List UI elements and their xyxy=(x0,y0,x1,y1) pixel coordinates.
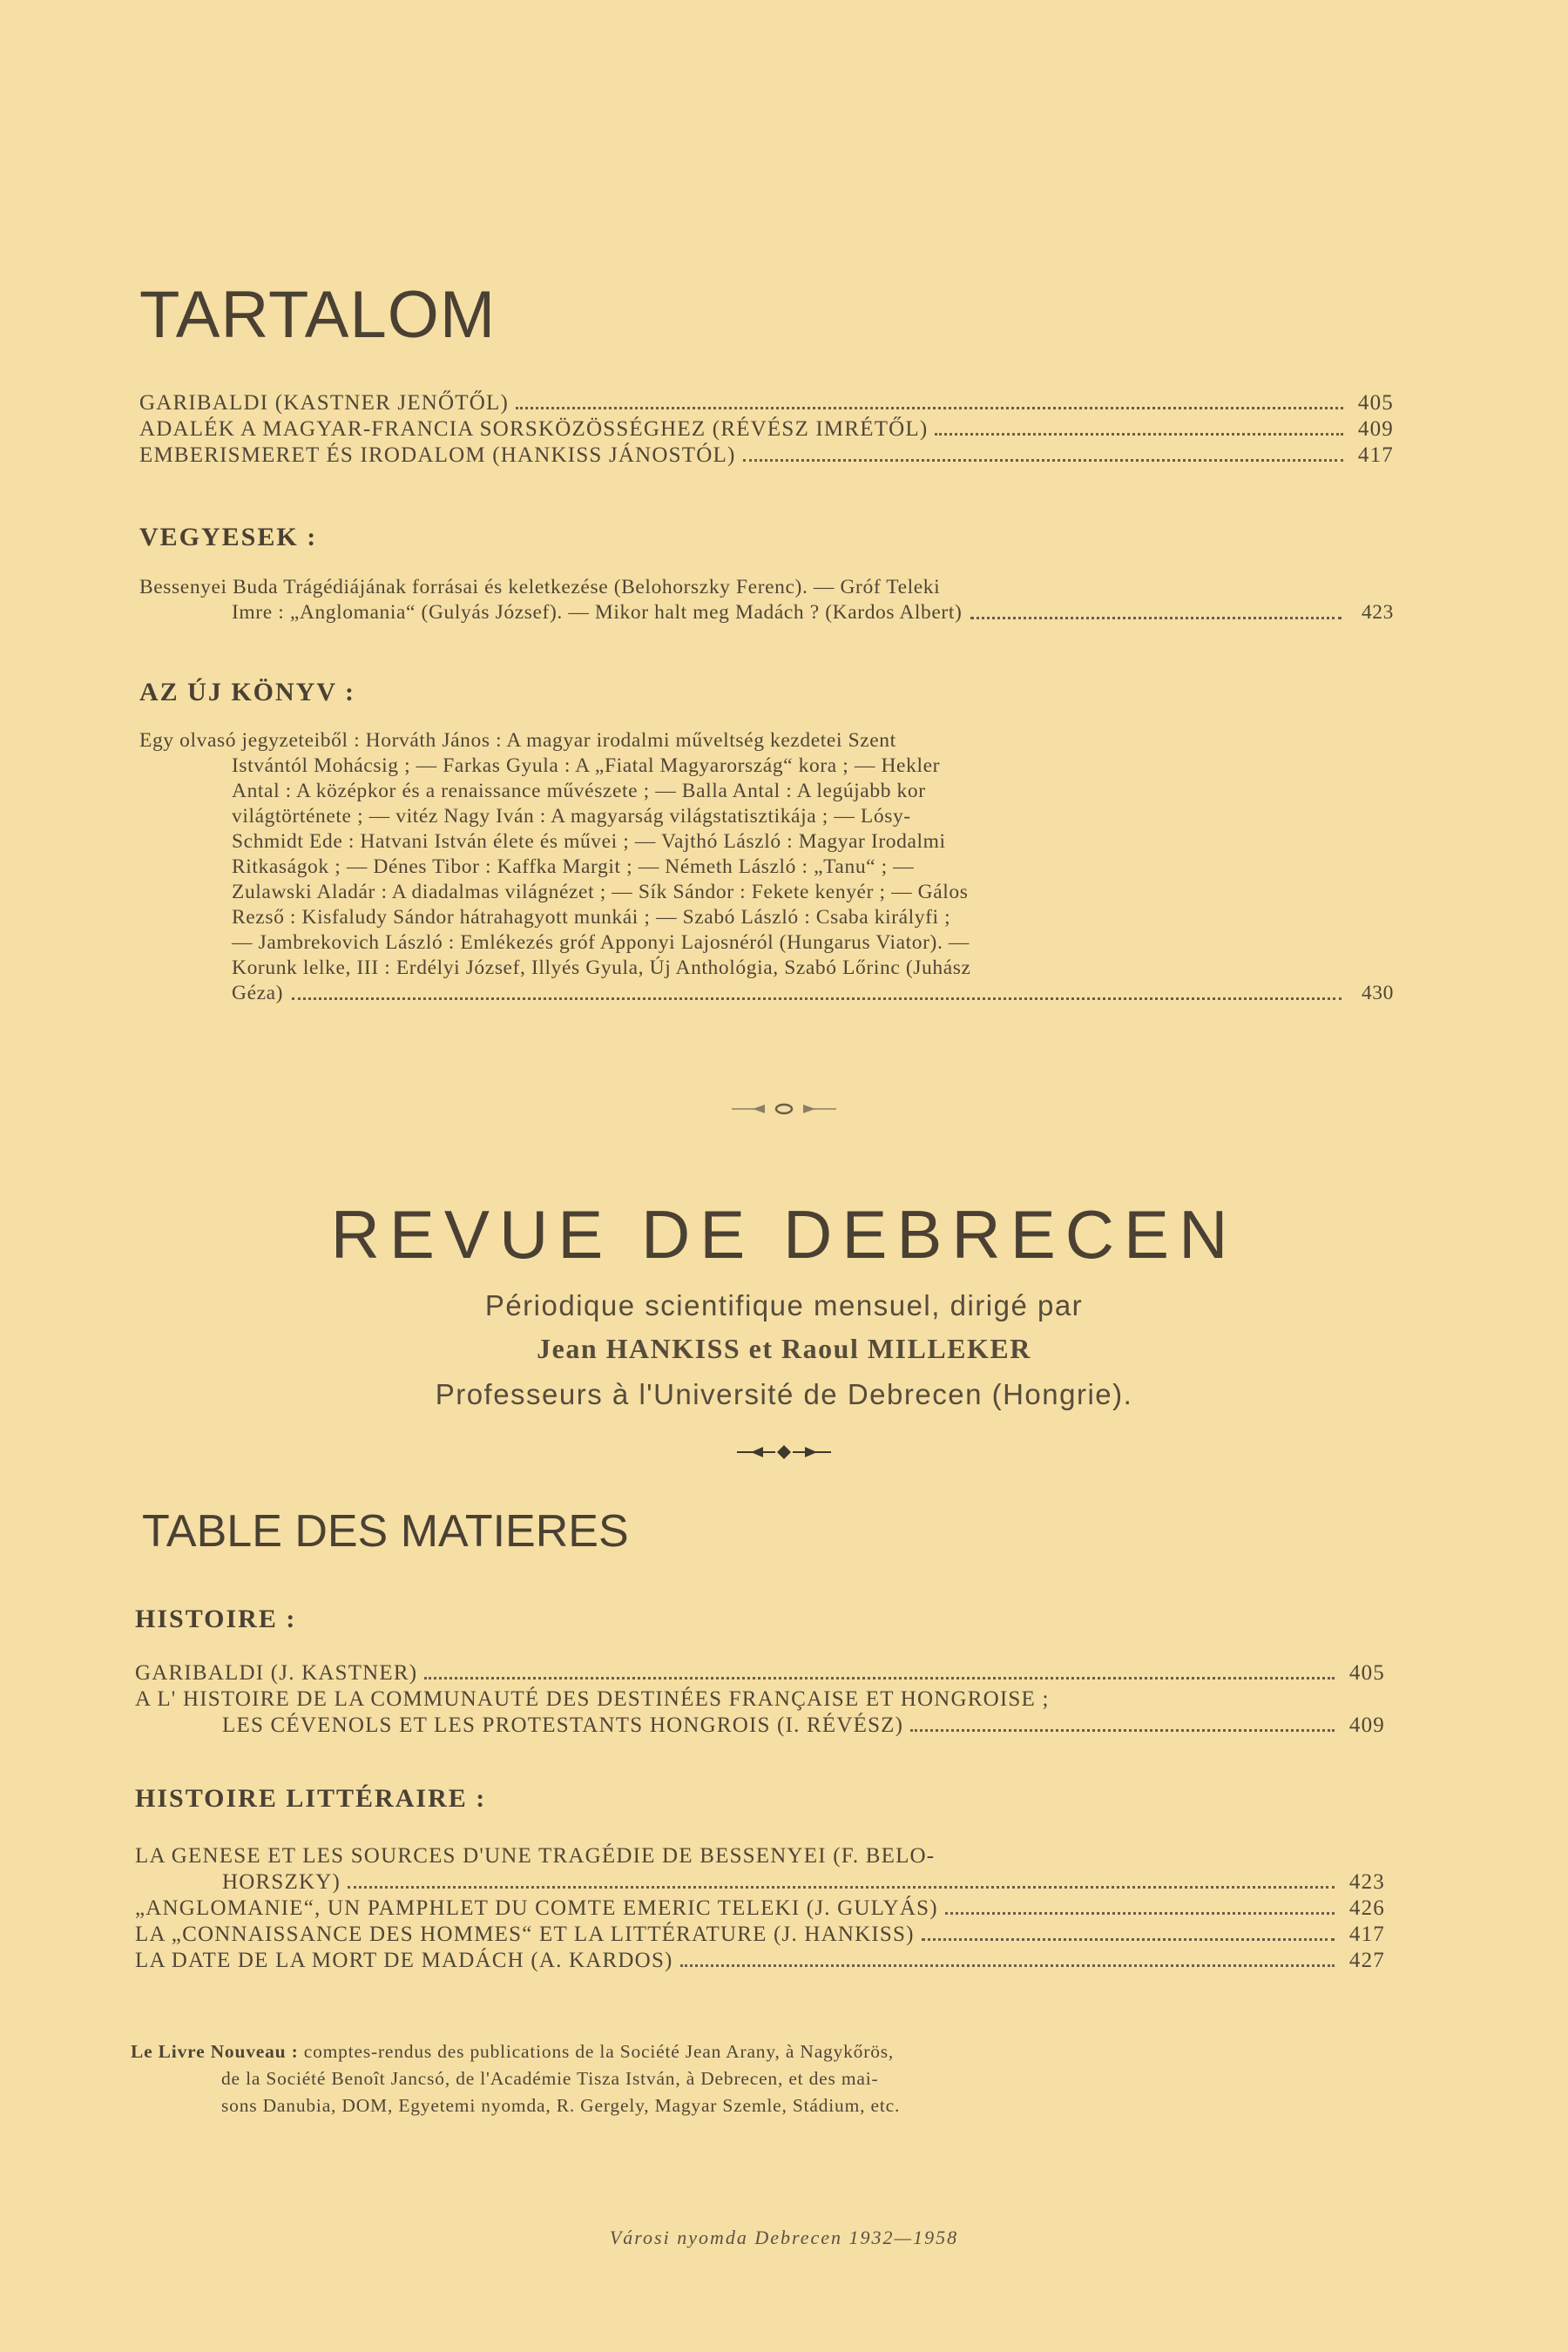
vegyesek-text-2: Imre : „Anglomania“ (Gulyás József). — Mikor halt meg Madách ? (Kardos Albert) xyxy=(232,601,963,624)
toc-entry-title: LA DATE DE LA MORT DE MADÁCH (A. KARDOS) xyxy=(135,1949,673,1972)
uj-konyv-line xyxy=(139,855,1394,880)
uj-konyv-page: 430 xyxy=(1361,982,1394,1004)
toc-entry-page: 427 xyxy=(1348,1949,1385,1972)
uj-konyv-line xyxy=(139,930,1394,956)
uj-konyv-line-last xyxy=(139,981,1394,1006)
toc-entry-page: 405 xyxy=(1348,1661,1385,1685)
toc-entry-page: 417 xyxy=(1357,443,1394,467)
toc-entry[interactable] xyxy=(139,390,1394,416)
vegyesek-heading: VEGYESEK : xyxy=(139,523,318,551)
uj-konyv-text: Egy olvasó jegyzeteiből : Horváth János : A magyar irodalmi műveltség kezdetei Szent xyxy=(139,729,896,752)
toc-entry-title: A L' HISTOIRE DE LA COMMUNAUTÉ DES DESTINÉES FRANÇAISE ET HONGROISE ; xyxy=(135,1687,1050,1711)
vegyesek-line-2 xyxy=(139,600,1394,625)
toc-entry-page: 417 xyxy=(1348,1923,1385,1946)
toc-entry-title: LA „CONNAISSANCE DES HOMMES“ ET LA LITTÉRATURE (J. HANKISS) xyxy=(135,1923,915,1946)
histoire-list xyxy=(135,1660,1385,1739)
toc-entry-title: „ANGLOMANIE“, UN PAMPHLET DU COMTE EMERIC TELEKI (J. GULYÁS) xyxy=(135,1896,938,1920)
french-contents-title: TABLE DES MATIERES xyxy=(142,1506,629,1557)
toc-entry-page: 423 xyxy=(1348,1870,1385,1894)
vegyesek-line-1 xyxy=(139,575,1394,600)
uj-konyv-text: Rezső : Kisfaludy Sándor hátrahagyott munkái ; — Szabó László : Csaba királyfi ; xyxy=(232,906,951,929)
dot-leader xyxy=(970,617,1342,619)
uj-konyv-heading: AZ ÚJ KÖNYV : xyxy=(139,678,355,706)
dot-leader xyxy=(910,1729,1335,1732)
dot-leader xyxy=(935,433,1343,436)
vegyesek-entry[interactable] xyxy=(139,575,1394,625)
uj-konyv-line xyxy=(139,754,1394,779)
toc-entry-page: 409 xyxy=(1357,417,1394,441)
toc-entry[interactable] xyxy=(135,1896,1385,1922)
toc-entry[interactable] xyxy=(135,1922,1385,1948)
histoire-litteraire-list xyxy=(135,1843,1385,1974)
uj-konyv-text: Antal : A középkor és a renaissance művészete ; — Balla Antal : A legújabb kor xyxy=(232,780,926,802)
histoire-litteraire-heading: HISTOIRE LITTÉRAIRE : xyxy=(135,1784,487,1813)
revue-subtitle: Périodique scientifique mensuel, dirigé par xyxy=(484,1289,1084,1321)
livre-nouveau-text: de la Société Benoît Jancsó, de l'Académie Tisza István, à Debrecen, et des mai- xyxy=(221,2068,879,2089)
uj-konyv-line xyxy=(139,880,1394,905)
livre-nouveau-text: comptes-rendus des publications de la Société Jean Arany, à Nagykőrös, xyxy=(303,2041,895,2062)
vegyesek-text-1: Bessenyei Buda Trágédiájának forrásai és keletkezése (Belohorszky Ferenc). — Gróf Teleki xyxy=(139,576,941,598)
uj-konyv-line xyxy=(139,804,1394,829)
uj-konyv-line xyxy=(139,956,1394,981)
uj-konyv-text: — Jambrekovich László : Emlékezés gróf Apponyi Lajosnéról (Hungarus Viator). — xyxy=(232,931,970,954)
uj-konyv-text: Géza) xyxy=(232,982,284,1004)
uj-konyv-entry[interactable] xyxy=(139,728,1394,1006)
toc-entry-page: 405 xyxy=(1357,391,1394,415)
hungarian-contents-title: TARTALOM xyxy=(139,278,497,352)
uj-konyv-text: Istvántól Mohácsig ; — Farkas Gyula : A „Fiatal Magyarország“ kora ; — Hekler xyxy=(232,754,941,777)
livre-nouveau-line xyxy=(131,2065,1324,2092)
livre-nouveau-text: sons Danubia, DOM, Egyetemi nyomda, R. Gergely, Magyar Szemle, Stádium, etc. xyxy=(221,2095,901,2116)
revue-affiliation: Professeurs à l'Université de Debrecen (Hongrie). xyxy=(435,1378,1133,1410)
dot-leader xyxy=(424,1677,1335,1680)
toc-entry[interactable] xyxy=(135,1660,1385,1686)
toc-entry[interactable] xyxy=(135,1843,1385,1869)
uj-konyv-line xyxy=(139,779,1394,804)
divider-ornament-diamond xyxy=(714,1439,854,1465)
toc-entry-title: LES CÉVENOLS ET LES PROTESTANTS HONGROIS (I. RÉVÉSZ) xyxy=(222,1713,904,1737)
printer-imprint: Városi nyomda Debrecen 1932—1958 xyxy=(609,2227,959,2248)
livre-nouveau-note xyxy=(131,2038,1324,2119)
revue-editors: Jean HANKISS et Raoul MILLEKER xyxy=(537,1333,1031,1364)
toc-entry-title: GARIBALDI (J. KASTNER) xyxy=(135,1661,418,1685)
dot-leader xyxy=(945,1912,1335,1915)
hungarian-toc-list xyxy=(139,390,1394,469)
toc-entry-title: GARIBALDI (KASTNER JENŐTŐL) xyxy=(139,391,510,415)
toc-entry-page: 409 xyxy=(1348,1713,1385,1737)
dot-leader xyxy=(743,459,1344,462)
livre-nouveau-label: Le Livre Nouveau : xyxy=(131,2041,299,2062)
toc-entry[interactable] xyxy=(139,443,1394,469)
uj-konyv-line xyxy=(139,829,1394,855)
dot-leader xyxy=(348,1886,1335,1889)
diamond-ornament-icon xyxy=(732,1442,836,1463)
toc-entry[interactable] xyxy=(135,1948,1385,1974)
livre-nouveau-line xyxy=(131,2092,1324,2119)
dot-leader xyxy=(680,1964,1335,1967)
vegyesek-page: 423 xyxy=(1361,601,1394,624)
divider-ornament-small xyxy=(714,1096,854,1122)
toc-entry-title: LA GENESE ET LES SOURCES D'UNE TRAGÉDIE DE BESSENYEI (F. BELO- xyxy=(135,1844,936,1868)
toc-entry-title: HORSZKY) xyxy=(222,1870,341,1894)
toc-entry[interactable] xyxy=(139,416,1394,443)
livre-nouveau-line xyxy=(131,2038,1324,2065)
dot-leader xyxy=(922,1938,1335,1941)
toc-entry-title: EMBERISMERET ÉS IRODALOM (HANKISS JÁNOSTÓL) xyxy=(139,443,736,467)
toc-entry[interactable] xyxy=(135,1869,1385,1896)
dot-leader xyxy=(292,997,1342,1000)
uj-konyv-text: Ritkaságok ; — Dénes Tibor : Kaffka Margit ; — Németh László : „Tanu“ ; — xyxy=(232,855,915,878)
toc-entry-title: ADALÉK A MAGYAR-FRANCIA SORSKÖZÖSSÉGHEZ (RÉVÉSZ IMRÉTŐL) xyxy=(139,417,929,441)
uj-konyv-line xyxy=(139,905,1394,930)
uj-konyv-text: világtörténete ; — vitéz Nagy Iván : A magyarság világstatisztikája ; — Lósy- xyxy=(232,805,911,828)
divider-ornament-icon xyxy=(723,1098,845,1119)
histoire-heading: HISTOIRE : xyxy=(135,1605,297,1633)
toc-entry[interactable] xyxy=(135,1686,1385,1713)
toc-entry-page: 426 xyxy=(1348,1896,1385,1920)
toc-entry[interactable] xyxy=(135,1713,1385,1739)
uj-konyv-line xyxy=(139,728,1394,754)
revue-title: REVUE DE DEBRECEN xyxy=(330,1196,1238,1273)
livre-nouveau-first xyxy=(131,2038,894,2065)
dot-leader xyxy=(516,407,1343,409)
uj-konyv-text: Schmidt Ede : Hatvani István élete és művei ; — Vajthó László : Magyar Irodalmi xyxy=(232,830,946,853)
uj-konyv-text: Korunk lelke, III : Erdélyi József, Illyés Gyula, Új Anthológia, Szabó Lőrinc (Juhász xyxy=(232,956,971,979)
uj-konyv-text: Zulawski Aladár : A diadalmas világnézet ; — Sík Sándor : Fekete kenyér ; — Gálos xyxy=(232,881,969,903)
